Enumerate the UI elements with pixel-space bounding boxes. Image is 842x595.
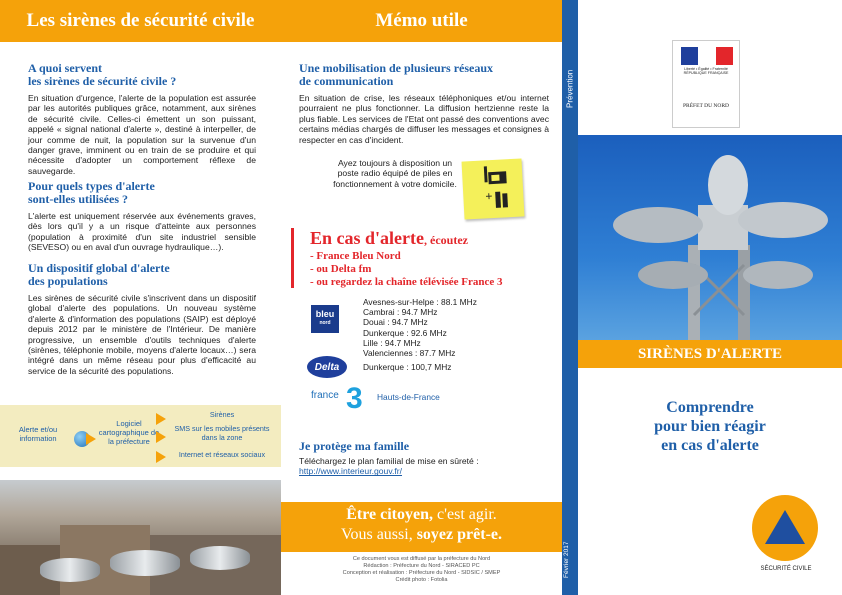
panel-middle xyxy=(281,0,562,595)
section-heading xyxy=(299,62,549,88)
citizen-line2-b: soyez prêt-e. xyxy=(412,526,502,543)
diagram-output-internet: Internet et réseaux sociaux xyxy=(178,450,266,459)
delta-fm-logo: Delta xyxy=(307,356,347,378)
logo-subtext: nord xyxy=(319,320,331,326)
section-heading xyxy=(28,262,256,288)
credit-line: Ce document vous est diffusé par la préfecture du Nord xyxy=(352,556,491,562)
diagram-source: Alerte et/ou information xyxy=(18,425,58,443)
heading-line: les sirènes de sécurité civile ? xyxy=(28,74,177,88)
vertical-strip xyxy=(562,0,578,595)
section-family xyxy=(299,440,549,477)
frequency-item: Cambrai : 94.7 MHz xyxy=(363,307,438,318)
heading-line: de communication xyxy=(299,74,394,88)
france-bleu-frequencies xyxy=(363,297,477,358)
alert-title-main: En cas d'alerte xyxy=(310,228,424,248)
heading-line: sont-elles utilisées ? xyxy=(28,192,128,206)
securite-civile-logo xyxy=(752,495,818,561)
heading-line: A quoi servent xyxy=(28,61,103,75)
section-body: L'alerte est uniquement réservée aux événements graves, dès lors qu'il y a un risque d'atteinte aux personnes (population à proximité d'un site industriel sensible (SEVESO) ou en aval d'un ouvrage hydraulique…). xyxy=(28,211,256,253)
cover-title: SIRÈNES D'ALERTE xyxy=(578,340,842,368)
siren-photo xyxy=(578,135,842,340)
logo-text: bleu xyxy=(315,309,335,319)
diagram-software: Logiciel cartographique de la préfecture xyxy=(98,419,160,446)
alert-line-delta: - ou Delta fm xyxy=(310,263,372,275)
subtitle-line: Comprendre xyxy=(666,399,754,416)
panel-middle-header: Mémo utile xyxy=(281,0,562,42)
alert-system-diagram xyxy=(0,405,281,467)
french-flag-icon xyxy=(681,47,733,65)
frequency-item: Avesnes-sur-Helpe : 88.1 MHz xyxy=(363,297,477,307)
section-body: En situation d'urgence, l'alerte de la population est assurée par les autorités publiques grâce, notamment, aux sirènes de sécurité civile. Celles-ci émettent un son puissant, appelé « signal national d'alerte », destiné à interpeller, de jour comme de nuit, la population sur la survenue d'un danger grave, imminent ou en train de se produire et qui nécessite d'adopter un comportement réflexe de sauvegarde. xyxy=(28,93,256,176)
arrow-right-icon xyxy=(156,451,166,463)
section-global-system xyxy=(28,262,256,376)
radio-tip: Ayez toujours à disposition un poste radio équipé de piles en fonctionnement à votre domicile. xyxy=(333,158,457,189)
section-heading xyxy=(28,62,256,88)
delta-fm-frequency: Dunkerque : 100,7 MHz xyxy=(363,362,452,372)
heading-line: Une mobilisation de plusieurs réseaux xyxy=(299,61,494,75)
subtitle-line: pour bien réagir xyxy=(654,418,766,435)
triangle-icon xyxy=(765,510,805,544)
frequency-item: Lille : 94.7 MHz xyxy=(363,337,421,348)
arrow-right-icon xyxy=(156,431,166,443)
section-heading: Je protège ma famille xyxy=(299,439,410,453)
section-body: Téléchargez le plan familial de mise en sûreté : xyxy=(299,456,479,466)
vertical-date: Février 2017 xyxy=(563,541,570,578)
citizen-banner xyxy=(281,502,562,552)
arrow-right-icon xyxy=(86,433,96,445)
citizen-line2-a: Vous aussi, xyxy=(340,526,413,543)
section-networks xyxy=(299,62,549,145)
credit-line: Crédit photo : Fotolia xyxy=(395,577,448,583)
alert-title xyxy=(310,228,551,250)
frequency-item: Valenciennes : 87.7 MHz xyxy=(363,348,456,359)
alert-title-suffix: , écoutez xyxy=(424,233,468,247)
section-body: Les sirènes de sécurité civile s'inscrivent dans un dispositif global d'alerte des populations. Un nouveau système d'alerte & d'information des populations (SAIP) est déployé depuis 2012 par le ministère de l'Intérieur. De manière progressive, un ensemble d'outils techniques d'alerte (sirènes, téléphonie mobile, moyens d'alerte locaux…) sera intégré dans un même réseau pour plus d'efficacité au service de la sécurité des populations. xyxy=(28,293,256,376)
frequency-item: Douai : 94.7 MHz xyxy=(363,317,428,328)
alert-instructions xyxy=(291,228,551,288)
republic-motto: Liberté • Égalité • Fraternité RÉPUBLIQUE FRANÇAISE xyxy=(683,67,729,75)
interieur-link[interactable]: http://www.interieur.gouv.fr/ xyxy=(299,466,403,477)
credit-line: Conception et réalisation : Préfecture du Nord - SIDSIC / SMEP xyxy=(342,570,501,576)
section-alert-types xyxy=(28,180,256,253)
section-why-sirens xyxy=(28,62,256,176)
city-sirens-photo xyxy=(0,480,281,595)
securite-civile-label: SÉCURITÉ CIVILE xyxy=(760,566,812,572)
cover-subtitle xyxy=(578,398,842,455)
prefect-logo xyxy=(672,40,740,128)
svg-text:+: + xyxy=(485,189,493,204)
credits xyxy=(281,556,562,584)
diagram-output-sirens: Sirènes xyxy=(209,410,235,419)
citizen-line1-b: c'est agir. xyxy=(433,506,497,523)
alert-line-france3: - ou regardez la chaîne télévisée France 3 xyxy=(310,276,503,288)
arrow-right-icon xyxy=(156,413,166,425)
france3-logo-text: france xyxy=(311,390,339,401)
citizen-line1-a: Être citoyen, xyxy=(346,506,434,523)
panel-cover xyxy=(562,0,842,595)
prefect-label: PRÉFET DU NORD xyxy=(682,103,730,109)
citizen-line1 xyxy=(281,506,562,524)
diagram-output-sms: SMS sur les mobiles présents dans la zone xyxy=(174,424,270,442)
panel-left-header: Les sirènes de sécurité civile xyxy=(0,0,281,42)
citizen-line2 xyxy=(281,526,562,544)
heading-line: des populations xyxy=(28,274,108,288)
france3-region: Hauts-de-France xyxy=(377,392,440,402)
france3-logo-number: 3 xyxy=(346,382,363,415)
section-body: En situation de crise, les réseaux téléphoniques et/ou internet pourraient ne plus fonctionner. La diffusion hertzienne reste la plus fiable. Les services de l'Etat ont passé des conventions avec certains médias chargés de diffuser les messages et consignes à respecter en cas d'incident. xyxy=(299,93,549,145)
subtitle-line: en cas d'alerte xyxy=(661,437,759,454)
heading-line: Un dispositif global d'alerte xyxy=(28,261,170,275)
sticky-note-radio-icon xyxy=(462,158,525,219)
heading-line: Pour quels types d'alerte xyxy=(28,179,155,193)
section-heading xyxy=(28,180,256,206)
frequency-item: Dunkerque : 92.6 MHz xyxy=(363,327,447,338)
france-bleu-logo xyxy=(311,305,339,333)
alert-line-france-bleu: - France Bleu Nord xyxy=(310,250,401,262)
vertical-label: Prévention xyxy=(565,69,575,108)
panel-left xyxy=(0,0,281,595)
credit-line: Rédaction : Préfecture du Nord - SIRACED PC xyxy=(363,563,480,569)
